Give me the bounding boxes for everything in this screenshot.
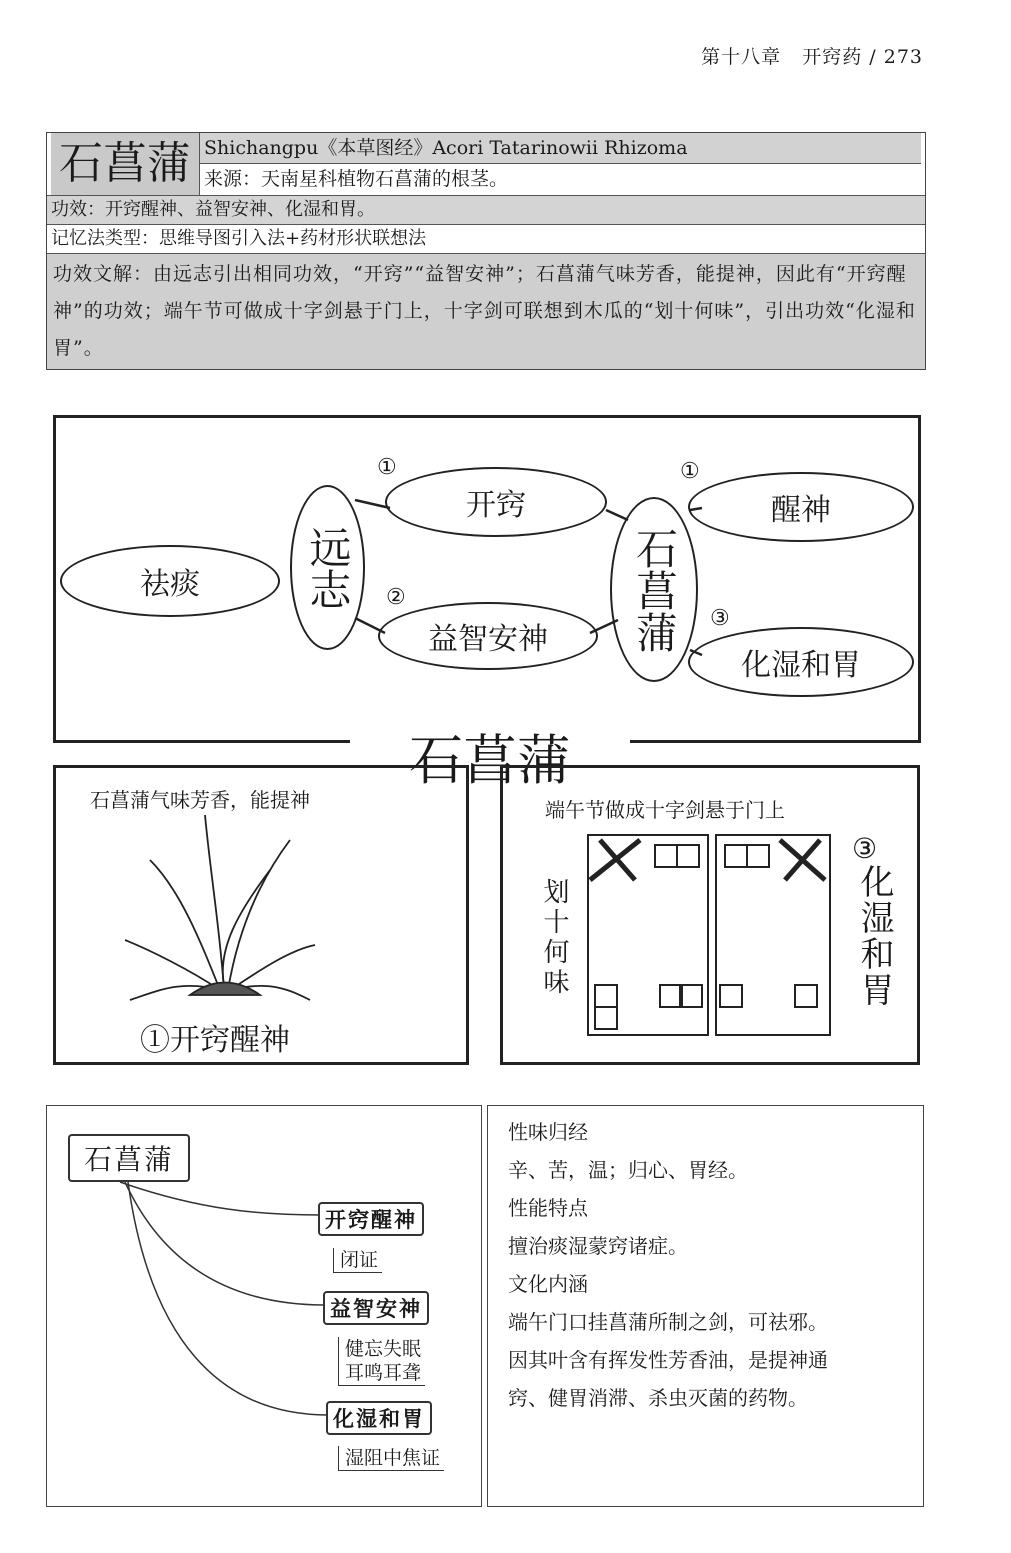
node-kaiqiao: 开窍 bbox=[385, 467, 607, 537]
plant-label: ①开窍醒神 bbox=[140, 1023, 290, 1058]
node-qutan: 祛痰 bbox=[60, 545, 280, 617]
title-banner: 石菖蒲 bbox=[350, 718, 630, 795]
prop-text-2: 擅治痰湿蒙窍诸症。 bbox=[508, 1234, 688, 1258]
mindmap-sub-3: 湿阻中焦证 bbox=[338, 1446, 444, 1471]
section: 开窍药 bbox=[802, 46, 863, 68]
mindmap-sub-1: 闭证 bbox=[333, 1248, 382, 1273]
prop-heading-3: 文化内涵 bbox=[508, 1272, 588, 1296]
mindmap-root: 石菖蒲 bbox=[68, 1134, 190, 1182]
mindmap-sub-2b: 耳鸣耳聋 bbox=[345, 1362, 422, 1384]
mindmap-branch-1: 开窍醒神 bbox=[318, 1202, 424, 1236]
efficacy-explanation: 功效文解：由远志引出相同功效，“开窍”“益智安神”；石菖蒲气味芳香，能提神，因此有“开窍醒神”的功效；端午节可做成十字剑悬于门上，十字剑可联想到木瓜的“划十何味”，引出功效“化湿和胃”。 bbox=[47, 253, 925, 369]
prop-heading-1: 性味归经 bbox=[508, 1120, 588, 1144]
properties-text bbox=[508, 1113, 828, 1417]
num-3-panel: ③ bbox=[852, 832, 878, 865]
mindmap-branch-2: 益智安神 bbox=[323, 1291, 429, 1325]
mindmap-sub-2a: 健忘失眠 bbox=[345, 1338, 422, 1360]
memory-type: 记忆法类型：思维导图引入法+药材形状联想法 bbox=[47, 224, 925, 253]
node-yizhi: 益智安神 bbox=[378, 602, 598, 670]
prop-text-1: 辛、苦，温；归心、胃经。 bbox=[508, 1158, 748, 1182]
vertical-huashihewei-right: 化湿和胃 bbox=[854, 864, 894, 1008]
mindmap-branch-3: 化湿和胃 bbox=[326, 1401, 432, 1435]
num-3: ③ bbox=[710, 606, 730, 631]
herb-latin: Shichangpu《本草图经》Acori Tatarinowii Rhizoma bbox=[200, 133, 921, 164]
prop-text-3b: 因其叶含有挥发性芳香油，是提神通 bbox=[508, 1348, 828, 1372]
num-2: ② bbox=[386, 585, 406, 610]
node-xingshen: 醒神 bbox=[688, 472, 914, 542]
herb-efficacy: 功效：开窍醒神、益智安神、化湿和胃。 bbox=[47, 195, 925, 224]
node-huashi: 化湿和胃 bbox=[688, 627, 914, 697]
yuanzhi-text: 远志 bbox=[303, 525, 353, 610]
plant-caption: 石菖蒲气味芳香，能提神 bbox=[90, 788, 310, 812]
page-number: 273 bbox=[883, 46, 923, 68]
separator: / bbox=[869, 46, 877, 68]
herb-source: 来源：天南星科植物石菖蒲的根茎。 bbox=[204, 168, 509, 190]
prop-text-3a: 端午门口挂菖蒲所制之剑，可祛邪。 bbox=[508, 1310, 828, 1334]
prop-heading-2: 性能特点 bbox=[508, 1196, 588, 1220]
prop-text-3c: 窍、健胃消滞、杀虫灭菌的药物。 bbox=[508, 1386, 808, 1410]
herb-name: 石菖蒲 bbox=[51, 133, 200, 195]
shichangpu-text: 石菖蒲 bbox=[630, 526, 679, 653]
vertical-huashihewei: 划十何味 bbox=[539, 878, 569, 998]
sword-caption: 端午节做成十字剑悬于门上 bbox=[545, 798, 785, 822]
num-1-a: ① bbox=[377, 455, 397, 480]
chapter: 第十八章 bbox=[701, 46, 782, 68]
mindmap-sub-2 bbox=[338, 1337, 425, 1386]
num-1-b: ① bbox=[680, 459, 700, 484]
